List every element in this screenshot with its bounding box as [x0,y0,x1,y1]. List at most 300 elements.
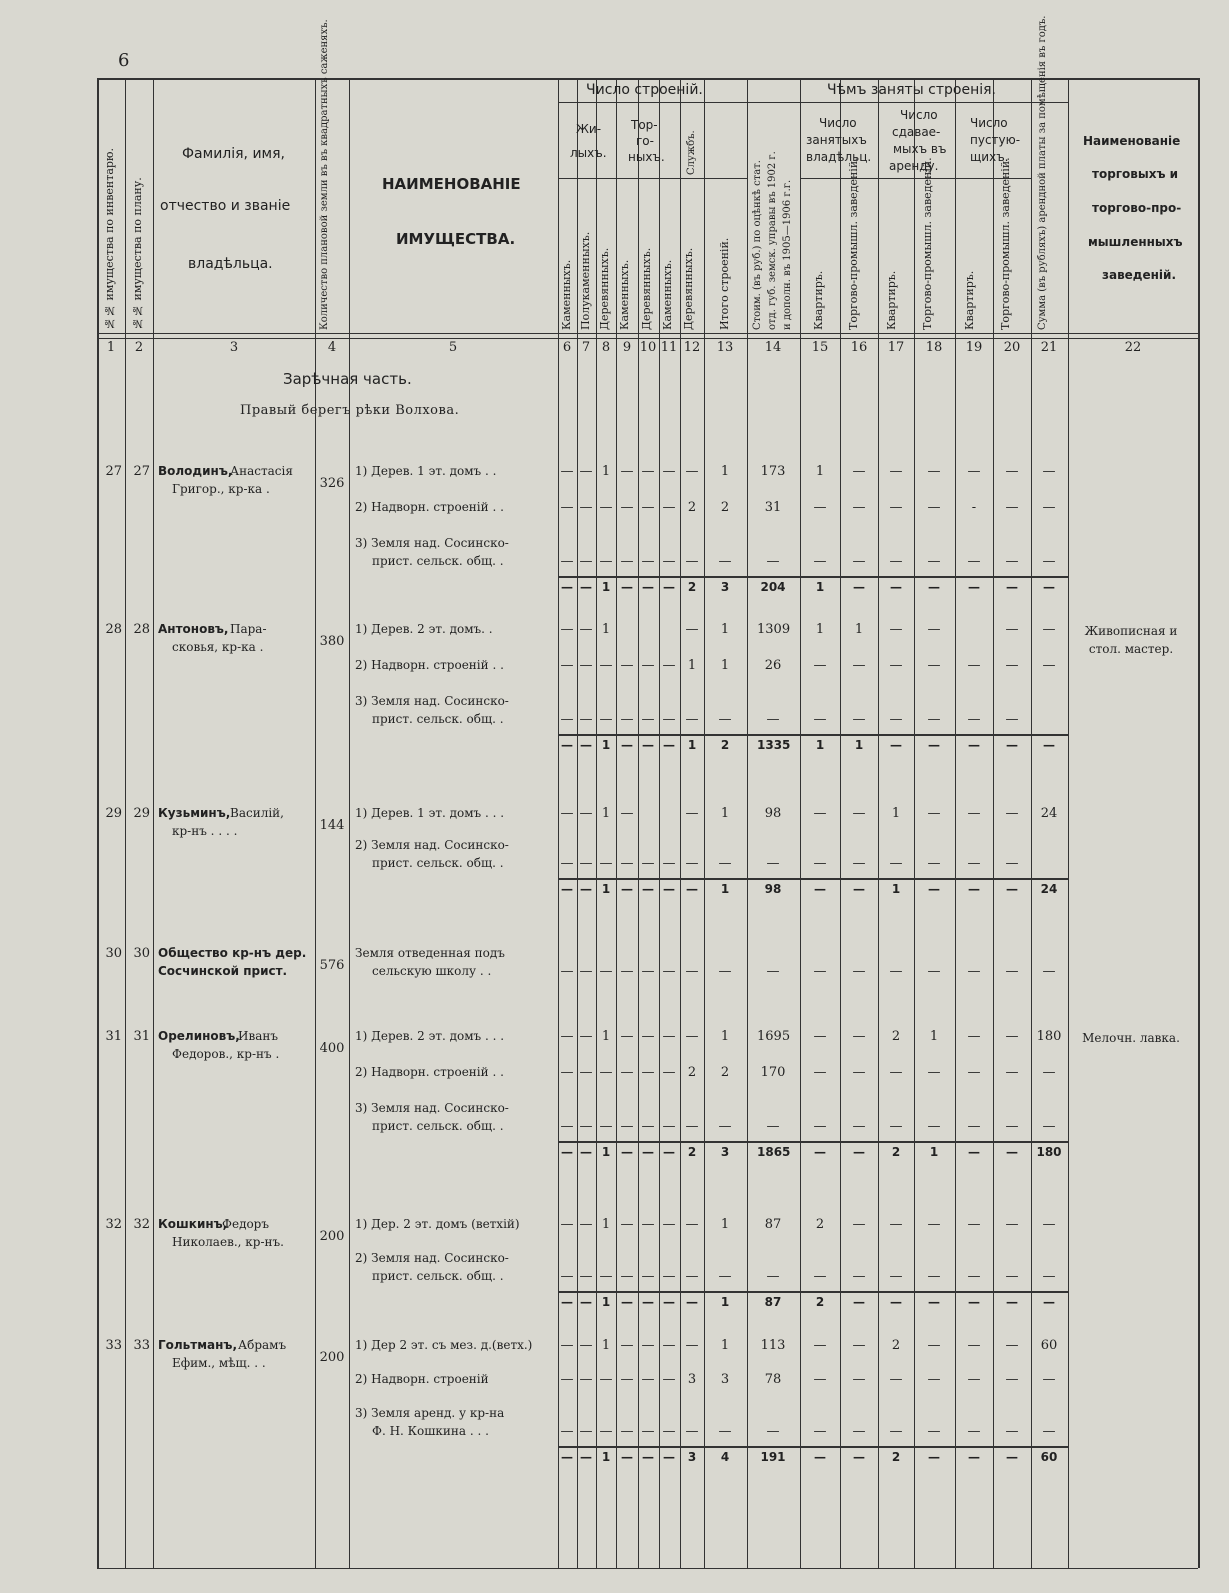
building-col-header-8: Итого строеній. [718,237,731,330]
data-cell: 1 [720,464,730,479]
data-cell: — [1005,464,1019,479]
data-cell: — [927,1338,941,1353]
use-col-header-4: Торгово-промышл. заведеній. [921,157,934,330]
empty-use-header-3: щихъ. [970,150,1009,164]
data-cell: — [1005,964,1019,979]
total-cell: — [890,580,902,594]
data-cell: — [852,1029,866,1044]
data-cell: — [1005,712,1019,727]
total-cell: — [621,580,633,594]
data-cell: — [927,622,941,637]
owner-surname: Общество кр-нъ дер. [158,946,307,960]
data-cell: — [927,712,941,727]
data-cell: — [766,554,780,569]
data-cell: — [766,1269,780,1284]
use-col-header-1: Квартиръ. [812,270,825,330]
data-cell: — [852,1424,866,1439]
property-item: 2) Земля над. Сосинско- [355,1251,509,1265]
data-cell: — [560,712,574,727]
entry-number-plan: 32 [133,1217,150,1232]
total-cell: — [890,738,902,752]
column-rule [97,78,99,1568]
property-item: Земля отведенная подъ [355,946,505,960]
data-cell: 1 [720,1029,730,1044]
data-cell: — [685,622,699,637]
sub-buildings-line [558,178,747,179]
total-cell: 3 [720,580,730,594]
data-cell: 31 [764,500,782,515]
header-bottom-border [97,333,1198,334]
total-cell: — [1006,1145,1018,1159]
column-rule [1198,78,1200,1568]
total-cell: — [621,1145,633,1159]
data-cell: — [889,554,903,569]
total-cell: — [580,882,592,896]
total-cell: — [580,1145,592,1159]
data-cell: — [927,1372,941,1387]
data-cell: — [927,464,941,479]
data-cell: — [620,464,634,479]
data-cell: — [560,856,574,871]
group-use-line [800,102,1068,103]
data-cell: — [579,1372,593,1387]
property-item: 1) Дерев. 1 эт. домъ . . [355,464,497,478]
total-cell: — [642,580,654,594]
data-cell: — [662,1338,676,1353]
total-cell: 1 [601,580,611,594]
property-item: 1) Дерев. 1 эт. домъ . . . [355,806,505,820]
enterprise-header-line-5: заведеній. [1102,268,1177,282]
data-cell: — [967,806,981,821]
data-cell: — [641,1065,655,1080]
total-cell: 1 [601,738,611,752]
data-cell: — [852,1269,866,1284]
property-item: 1) Дерев. 2 эт. домъ. . [355,622,493,636]
total-cell: — [663,1295,675,1309]
data-cell: — [579,856,593,871]
data-cell: — [927,806,941,821]
property-item: 1) Дер 2 эт. съ мез. д.(ветх.) [355,1338,533,1352]
data-cell: — [579,500,593,515]
total-cell: — [561,1145,573,1159]
data-cell: 1695 [757,1029,791,1044]
data-cell: — [685,1217,699,1232]
data-cell: 2 [815,1217,825,1232]
column-rule [315,78,316,1568]
data-cell: 1 [929,1029,939,1044]
data-cell: — [1042,658,1056,673]
owner-use-header-3: владѣльц. [806,150,872,164]
building-col-header-1: Каменныхъ. [560,259,573,330]
data-cell: — [599,1119,613,1134]
total-cell: — [1006,882,1018,896]
data-cell: — [579,464,593,479]
total-cell: — [642,1295,654,1309]
data-cell: — [1005,1029,1019,1044]
column-number-7: 7 [581,340,591,355]
data-cell: — [620,712,634,727]
entry-number-inventory: 33 [105,1338,122,1353]
data-cell: — [579,712,593,727]
total-cell: 2 [891,1450,901,1464]
data-cell: — [889,500,903,515]
building-col-header-7: Деревянныхъ. [682,247,695,330]
total-cell: — [561,882,573,896]
data-cell: — [685,1424,699,1439]
table-bottom-border [97,1568,1198,1569]
data-cell: — [1005,1372,1019,1387]
data-cell: — [685,712,699,727]
section-title: Зарѣчная часть. [283,370,412,388]
data-cell: — [685,1338,699,1353]
data-cell: 170 [760,1065,786,1080]
total-cell: — [814,882,826,896]
total-cell: — [853,1145,865,1159]
data-cell: — [1005,1119,1019,1134]
data-cell: — [560,658,574,673]
data-cell: — [889,1269,903,1284]
data-cell: — [662,554,676,569]
data-cell: — [579,1065,593,1080]
total-cell: 1 [854,738,864,752]
data-cell: — [967,658,981,673]
data-cell: — [1005,1338,1019,1353]
entry-number-plan: 28 [133,622,150,637]
enterprise-header-line-1: Наименованіе [1083,134,1181,148]
property-item: 2) Надворн. строеній . . [355,658,504,672]
data-cell: — [852,1217,866,1232]
property-item: прист. сельск. общ. . [372,1119,504,1133]
data-cell: — [889,856,903,871]
building-col-header-5: Деревянныхъ. [640,247,653,330]
data-cell: 1 [687,658,697,673]
total-rule [558,1291,1068,1293]
property-item: 1) Дерев. 2 эт. домъ . . . [355,1029,505,1043]
data-cell: — [599,712,613,727]
property-item: прист. сельск. общ. . [372,712,504,726]
property-item: 3) Земля над. Сосинско- [355,1101,509,1115]
total-rule [558,734,1068,736]
data-cell: — [967,1338,981,1353]
total-cell: — [1006,738,1018,752]
data-cell: — [579,806,593,821]
total-cell: — [1006,580,1018,594]
data-cell: — [967,1424,981,1439]
data-cell: — [560,464,574,479]
data-cell: — [620,1424,634,1439]
owner-header-line-2: отчество и званіе [160,198,291,214]
data-cell: — [889,1217,903,1232]
data-cell: — [813,1424,827,1439]
data-cell: — [852,712,866,727]
owner-details: сковья, кр-ка . [172,640,264,654]
land-area: 380 [319,634,345,649]
column-rule [955,78,956,1568]
trade-header-3: ныхъ. [628,150,665,164]
data-cell: — [641,1372,655,1387]
entry-number-plan: 31 [133,1029,150,1044]
use-col-header-6: Торгово-промышл. заведеній. [999,157,1012,330]
table-top-border [97,78,1198,80]
colnum-bottom-border [97,338,1198,339]
data-cell: — [1005,806,1019,821]
total-cell: 1 [891,882,901,896]
total-cell: — [1006,1450,1018,1464]
data-cell: 1309 [757,622,791,637]
data-cell: — [560,1424,574,1439]
data-cell: 113 [760,1338,786,1353]
data-cell: — [766,856,780,871]
enterprise-name: Живописная и стол. мастер. [1084,624,1178,656]
data-cell: — [967,964,981,979]
residential-header-2: лыхъ. [570,146,607,160]
column-number-18: 18 [925,340,943,355]
data-cell: — [852,806,866,821]
data-cell: — [967,1269,981,1284]
property-item: Ф. Н. Кошкина . . . [372,1424,489,1438]
plan-number-header: №№ имущества по плану. [131,177,144,330]
total-cell: — [580,738,592,752]
property-item: 3) Земля аренд. у кр-на [355,1406,505,1420]
total-cell: — [928,580,940,594]
owner-name: Абрамъ [238,1338,287,1352]
property-item: сельскую школу . . [372,964,492,978]
property-item: 3) Земля над. Сосинско- [355,694,509,708]
data-cell: — [560,1065,574,1080]
data-cell: 1 [720,806,730,821]
data-cell: — [852,1119,866,1134]
data-cell: — [927,856,941,871]
data-cell: — [1005,1217,1019,1232]
data-cell: — [852,856,866,871]
data-cell: — [579,1217,593,1232]
data-cell: — [685,964,699,979]
data-cell: — [967,554,981,569]
sub-use-line [800,178,1031,179]
total-cell: — [928,1295,940,1309]
data-cell: — [620,964,634,979]
total-cell: — [663,882,675,896]
column-rule [840,78,841,1568]
column-rule [1031,78,1032,1568]
total-rule [558,576,1068,578]
total-cell: — [621,738,633,752]
use-group-header: Чѣмъ заняты строенія. [827,82,996,98]
data-cell: 26 [764,658,782,673]
data-cell: — [579,1119,593,1134]
data-cell: — [620,1217,634,1232]
valuation-header-line-1: Стоим. (въ руб.) по оцѣнкѣ стат. [752,160,763,330]
data-cell: — [889,1065,903,1080]
data-cell: 1 [854,622,864,637]
data-cell: — [685,1029,699,1044]
total-cell: — [928,882,940,896]
column-number-2: 2 [134,340,144,355]
total-cell: 1 [815,738,825,752]
data-cell: — [662,712,676,727]
trade-header-2: го- [636,134,654,148]
column-number-6: 6 [562,340,572,355]
data-cell: 1 [815,622,825,637]
data-cell: 24 [1040,806,1058,821]
data-cell: — [641,856,655,871]
column-rule [993,78,994,1568]
data-cell: 1 [720,658,730,673]
total-cell: — [642,738,654,752]
data-cell: 2 [720,500,730,515]
data-cell: — [718,712,732,727]
data-cell: — [685,1119,699,1134]
data-cell: — [662,1029,676,1044]
data-cell: — [927,1065,941,1080]
data-cell: — [1042,1424,1056,1439]
data-cell: 1 [601,1029,611,1044]
owner-details: Николаев., кр-нъ. [172,1235,284,1249]
total-cell: 204 [760,580,786,594]
total-cell: 1335 [757,738,791,752]
land-area-header: Количество плановой земли въ въ квадратныхъ саженяхъ. [319,19,330,330]
total-cell: 1 [929,1145,939,1159]
data-cell: — [967,464,981,479]
total-cell: — [1006,1295,1018,1309]
total-cell: — [621,882,633,896]
data-cell: — [641,1119,655,1134]
data-cell: 1 [720,622,730,637]
data-cell: — [1005,500,1019,515]
entry-number-plan: 29 [133,806,150,821]
use-col-header-3: Квартиръ. [885,270,898,330]
data-cell: — [1042,1269,1056,1284]
total-cell: — [928,1450,940,1464]
data-cell: — [1005,856,1019,871]
data-cell: — [813,856,827,871]
column-rule [125,78,126,1568]
data-cell: — [662,658,676,673]
column-rule [153,78,154,1568]
data-cell: — [685,806,699,821]
total-cell: 2 [720,738,730,752]
data-cell: — [620,1065,634,1080]
total-cell: 191 [760,1450,786,1464]
property-item: прист. сельск. общ. . [372,1269,504,1283]
building-col-header-2: Полукаменныхъ. [579,231,592,330]
data-cell: — [1005,622,1019,637]
data-cell: — [662,1065,676,1080]
column-number-10: 10 [639,340,657,355]
data-cell: — [620,856,634,871]
data-cell: — [813,554,827,569]
column-rule [914,78,915,1568]
data-cell: — [560,1217,574,1232]
total-cell: — [580,580,592,594]
total-cell: — [853,1295,865,1309]
column-number-5: 5 [448,340,458,355]
data-cell: — [852,554,866,569]
enterprise-name: Мелочн. лавка. [1082,1031,1180,1045]
entry-number-inventory: 28 [105,622,122,637]
data-cell: — [852,1372,866,1387]
total-rule [558,1141,1068,1143]
data-cell: — [718,964,732,979]
data-cell: — [641,464,655,479]
total-cell: 3 [687,1450,697,1464]
empty-use-header-2: пустую- [970,133,1021,147]
entry-number-inventory: 29 [105,806,122,821]
entry-number-inventory: 31 [105,1029,122,1044]
column-number-17: 17 [887,340,905,355]
total-cell: — [580,1450,592,1464]
property-item: 1) Дер. 2 эт. домъ (ветхій) [355,1217,520,1231]
entry-number-plan: 33 [133,1338,150,1353]
data-cell: — [766,712,780,727]
data-cell: 1 [720,1217,730,1232]
data-cell: 1 [601,806,611,821]
data-cell: — [927,658,941,673]
data-cell: 60 [1040,1338,1058,1353]
data-cell: — [560,1338,574,1353]
column-number-15: 15 [811,340,829,355]
data-cell: — [560,500,574,515]
data-cell: — [927,1269,941,1284]
data-cell: — [685,856,699,871]
entry-number-inventory: 32 [105,1217,122,1232]
data-cell: — [641,1424,655,1439]
data-cell: 1 [601,464,611,479]
owner-surname: Гольтманъ, [158,1338,237,1352]
property-item: прист. сельск. общ. . [372,554,504,568]
owner-use-header-1: Число [819,116,857,130]
data-cell: — [1042,1372,1056,1387]
data-cell: 2 [891,1338,901,1353]
total-cell: 60 [1040,1450,1058,1464]
total-cell: 2 [815,1295,825,1309]
entry-number-plan: 27 [133,464,150,479]
data-cell: — [813,500,827,515]
data-cell: — [599,500,613,515]
data-cell: — [889,964,903,979]
column-rule [747,78,748,1568]
data-cell: — [766,964,780,979]
total-cell: 1 [601,1450,611,1464]
data-cell: 1 [891,806,901,821]
data-cell: 1 [601,622,611,637]
data-cell: 2 [687,500,697,515]
data-cell: — [813,964,827,979]
total-cell: 87 [764,1295,782,1309]
rent-use-header-4: аренду. [889,159,939,173]
data-cell: — [1042,622,1056,637]
data-cell: — [620,1119,634,1134]
owner-header-line-3: владѣльца. [188,256,273,272]
owner-details: Сосчинской прист. [158,964,288,978]
owner-name: Пара- [230,622,267,636]
data-cell: — [662,856,676,871]
data-cell: — [579,622,593,637]
data-cell: — [579,658,593,673]
use-col-header-5: Квартиръ. [963,270,976,330]
owner-details: Ефим., мѣщ. . . [172,1356,266,1370]
total-cell: 2 [687,1145,697,1159]
total-cell: — [561,738,573,752]
entry-number-inventory: 30 [105,946,122,961]
column-number-22: 22 [1124,340,1142,355]
total-cell: — [853,882,865,896]
total-cell: 1 [601,1145,611,1159]
data-cell: — [641,964,655,979]
total-cell: — [853,1450,865,1464]
data-cell: 173 [760,464,786,479]
data-cell: — [766,1119,780,1134]
